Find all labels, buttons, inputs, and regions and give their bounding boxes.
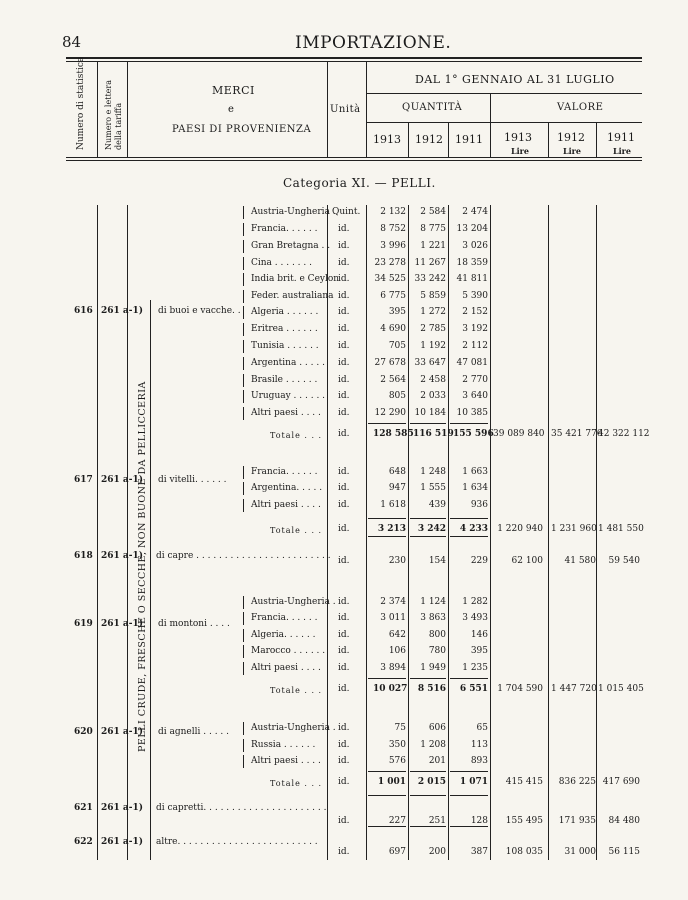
value-q2: 3 242 bbox=[417, 524, 446, 534]
stat-number: 618 bbox=[74, 551, 93, 561]
value-q1: 106 bbox=[388, 646, 406, 656]
value-q2: 1 124 bbox=[420, 597, 446, 607]
unit-cell: id. bbox=[338, 630, 350, 640]
unit-cell: id. bbox=[338, 483, 350, 493]
value-q1: 3 894 bbox=[380, 663, 406, 673]
country-bracket bbox=[243, 722, 244, 735]
value-q1: 576 bbox=[388, 756, 406, 766]
body-vline bbox=[327, 205, 328, 860]
total-rule bbox=[368, 771, 406, 772]
year-q-1913: 1913 bbox=[373, 133, 401, 146]
country-name: Algeria . . . . . . bbox=[251, 307, 319, 317]
quantita-header: QUANTITÀ bbox=[402, 102, 463, 113]
period-header: DAL 1° GENNAIO AL 31 LUGLIO bbox=[415, 73, 615, 86]
entry-rule bbox=[450, 795, 488, 796]
value-v2: 1 447 720 bbox=[551, 684, 597, 694]
period-rule bbox=[366, 93, 642, 94]
value-q1: 2 132 bbox=[380, 207, 406, 217]
total-rule bbox=[368, 518, 406, 519]
value-q1: 805 bbox=[388, 391, 406, 401]
value-v1: 1 704 590 bbox=[497, 684, 543, 694]
header-rule-top bbox=[66, 57, 642, 59]
unit-cell: id. bbox=[338, 847, 350, 857]
value-q1: 34 525 bbox=[374, 274, 406, 284]
item-description: di montoni . . . . bbox=[158, 619, 230, 629]
country-name: Francia. . . . . . bbox=[251, 613, 318, 623]
total-rule bbox=[410, 518, 446, 519]
tariff-number: 261 a-1) bbox=[101, 306, 144, 316]
value-q1: 3 011 bbox=[380, 613, 406, 623]
country-bracket bbox=[243, 466, 244, 479]
country-bracket bbox=[243, 755, 244, 768]
total-label: Totale . . . bbox=[270, 779, 323, 788]
country-bracket bbox=[243, 390, 244, 403]
value-q2: 800 bbox=[428, 630, 446, 640]
lire-1913: Lire bbox=[511, 146, 529, 156]
value-v1: 415 415 bbox=[505, 777, 543, 787]
value-v3: 1 015 405 bbox=[598, 684, 644, 694]
total-rule bbox=[410, 678, 446, 679]
value-q1: 75 bbox=[394, 723, 406, 733]
total-rule bbox=[450, 423, 488, 424]
value-q2: 200 bbox=[428, 847, 446, 857]
value-q1: 4 690 bbox=[380, 324, 406, 334]
total-rule bbox=[450, 518, 488, 519]
value-v3: 84 480 bbox=[608, 816, 640, 826]
unita-header: Unità bbox=[330, 104, 361, 115]
country-name: Altri paesi . . . . bbox=[251, 500, 321, 510]
merci-e: e bbox=[228, 104, 235, 115]
value-q2: 439 bbox=[428, 500, 446, 510]
body-vline bbox=[490, 205, 491, 860]
unit-cell: id. bbox=[338, 241, 350, 251]
country-bracket bbox=[243, 340, 244, 353]
country-bracket bbox=[243, 629, 244, 642]
unit-cell: id. bbox=[338, 723, 350, 733]
country-bracket bbox=[243, 612, 244, 625]
col-tariff-header: Numero e lettera della tariffa bbox=[104, 80, 123, 150]
value-q1: 230 bbox=[388, 556, 406, 566]
lire-1912: Lire bbox=[563, 146, 581, 156]
value-q3: 18 359 bbox=[456, 258, 488, 268]
value-q3: 936 bbox=[470, 500, 488, 510]
unit-cell: Quint. bbox=[332, 207, 361, 217]
unit-cell: id. bbox=[338, 756, 350, 766]
value-q3: 1 235 bbox=[462, 663, 488, 673]
country-bracket bbox=[243, 223, 244, 236]
entry-rule bbox=[450, 536, 488, 537]
tariff-number: 261 a-1) bbox=[101, 619, 144, 629]
value-q3: 1 282 bbox=[462, 597, 488, 607]
value-q3: 3 640 bbox=[462, 391, 488, 401]
value-q3: 47 081 bbox=[456, 358, 488, 368]
unit-cell: id. bbox=[338, 291, 350, 301]
unit-cell: id. bbox=[338, 613, 350, 623]
value-v3: 417 690 bbox=[602, 777, 640, 787]
unit-cell: id. bbox=[338, 224, 350, 234]
value-q3: 1 634 bbox=[462, 483, 488, 493]
unit-cell: id. bbox=[338, 408, 350, 418]
country-name: Altri paesi . . . . bbox=[251, 756, 321, 766]
value-q2: 5 859 bbox=[420, 291, 446, 301]
country-name: Austria-Ungheria . bbox=[251, 207, 336, 217]
paesi-header: PAESI DI PROVENIENZA bbox=[172, 124, 312, 135]
tariff-number: 261 a-1) bbox=[101, 803, 144, 813]
header-vline bbox=[97, 61, 98, 157]
value-q1: 947 bbox=[388, 483, 406, 493]
value-q2: 251 bbox=[428, 816, 446, 826]
value-q3: 13 204 bbox=[456, 224, 488, 234]
value-q1: 1 001 bbox=[377, 777, 406, 787]
value-q3: 1 663 bbox=[462, 467, 488, 477]
value-q1: 3 996 bbox=[380, 241, 406, 251]
value-q1: 3 213 bbox=[377, 524, 406, 534]
value-q1: 8 752 bbox=[380, 224, 406, 234]
value-q3: 893 bbox=[470, 756, 488, 766]
total-rule bbox=[410, 771, 446, 772]
unit-cell: id. bbox=[338, 597, 350, 607]
value-q2: 3 863 bbox=[420, 613, 446, 623]
country-name: Tunisia . . . . . . bbox=[251, 341, 319, 351]
total-rule bbox=[450, 678, 488, 679]
entry-rule bbox=[410, 536, 446, 537]
total-rule bbox=[368, 423, 406, 424]
country-bracket bbox=[243, 273, 244, 286]
value-v1: 1 220 940 bbox=[497, 524, 543, 534]
unit-cell: id. bbox=[338, 375, 350, 385]
value-q1: 227 bbox=[388, 816, 406, 826]
unit-cell: id. bbox=[338, 556, 350, 566]
country-bracket bbox=[243, 482, 244, 495]
tariff-number: 261 a-1) bbox=[101, 475, 144, 485]
country-bracket bbox=[243, 499, 244, 512]
total-rule bbox=[410, 423, 446, 424]
country-name: Eritrea . . . . . . bbox=[251, 324, 318, 334]
value-v2: 171 935 bbox=[558, 816, 596, 826]
value-q3: 5 390 bbox=[462, 291, 488, 301]
value-v1: 62 100 bbox=[511, 556, 543, 566]
country-name: Brasile . . . . . . bbox=[251, 375, 318, 385]
header-rule-top2 bbox=[66, 61, 642, 62]
country-name: Altri paesi . . . . bbox=[251, 408, 321, 418]
value-q3: 65 bbox=[476, 723, 488, 733]
unit-cell: id. bbox=[338, 740, 350, 750]
value-q3: 2 770 bbox=[462, 375, 488, 385]
value-v3: 42 322 112 bbox=[598, 429, 650, 439]
header-vline bbox=[327, 61, 328, 157]
entry-rule bbox=[450, 826, 488, 827]
stat-number: 616 bbox=[74, 306, 93, 316]
country-bracket bbox=[243, 407, 244, 420]
country-name: Austria-Ungheria . bbox=[251, 597, 336, 607]
value-q1: 12 290 bbox=[374, 408, 406, 418]
value-q1: 648 bbox=[388, 467, 406, 477]
entry-rule bbox=[368, 795, 406, 796]
value-q2: 1 192 bbox=[420, 341, 446, 351]
entry-rule bbox=[410, 795, 446, 796]
tariff-number: 261 a-1) bbox=[101, 727, 144, 737]
value-q2: 10 184 bbox=[414, 408, 446, 418]
value-q2: 1 248 bbox=[420, 467, 446, 477]
total-rule bbox=[450, 771, 488, 772]
unit-cell: id. bbox=[338, 646, 350, 656]
value-q3: 4 233 bbox=[459, 524, 488, 534]
body-vline bbox=[127, 205, 128, 860]
country-name: Argentina . . . . . bbox=[251, 358, 325, 368]
country-bracket bbox=[243, 206, 244, 219]
value-q3: 395 bbox=[470, 646, 488, 656]
body-vline bbox=[366, 205, 367, 860]
value-v1: 108 035 bbox=[505, 847, 543, 857]
country-name: Russia . . . . . . bbox=[251, 740, 316, 750]
value-q1: 350 bbox=[388, 740, 406, 750]
body-vline bbox=[448, 205, 449, 860]
value-q2: 11 267 bbox=[414, 258, 446, 268]
header-vline bbox=[127, 61, 128, 157]
entry-rule bbox=[368, 536, 406, 537]
value-q1: 23 278 bbox=[374, 258, 406, 268]
value-v2: 31 000 bbox=[564, 847, 596, 857]
tariff-number: 261 a-1) bbox=[101, 837, 144, 847]
item-description: altre. . . . . . . . . . . . . . . . . . . . . . . . . bbox=[156, 837, 318, 847]
country-bracket bbox=[243, 240, 244, 253]
header-rule-bottom2 bbox=[66, 160, 642, 161]
header-vline bbox=[366, 61, 367, 157]
value-q1: 705 bbox=[388, 341, 406, 351]
value-q3: 229 bbox=[470, 556, 488, 566]
stat-number: 620 bbox=[74, 727, 93, 737]
header-vline bbox=[448, 122, 449, 157]
stat-number: 621 bbox=[74, 803, 93, 813]
body-vline bbox=[408, 205, 409, 860]
country-name: Francia. . . . . . bbox=[251, 224, 318, 234]
value-q2: 606 bbox=[428, 723, 446, 733]
value-v2: 41 580 bbox=[564, 556, 596, 566]
unit-cell: id. bbox=[338, 684, 350, 694]
value-q2: 33 242 bbox=[414, 274, 446, 284]
year-v-1911: 1911 bbox=[607, 131, 635, 144]
unit-cell: id. bbox=[338, 500, 350, 510]
value-q2: 116 519 bbox=[413, 429, 454, 439]
value-q1: 642 bbox=[388, 630, 406, 640]
total-rule bbox=[368, 678, 406, 679]
value-v3: 59 540 bbox=[608, 556, 640, 566]
side-bracket bbox=[150, 300, 151, 860]
value-q1: 27 678 bbox=[374, 358, 406, 368]
unit-cell: id. bbox=[338, 467, 350, 477]
country-name: India brit. e Ceylon bbox=[251, 274, 340, 284]
country-bracket bbox=[243, 374, 244, 387]
value-q3: 155 596 bbox=[453, 429, 494, 439]
value-v2: 1 231 960 bbox=[551, 524, 597, 534]
country-name: Marocco . . . . . . bbox=[251, 646, 326, 656]
category-title: Categoria XI. — PELLI. bbox=[283, 176, 436, 190]
value-q3: 2 152 bbox=[462, 307, 488, 317]
valore-header: VALORE bbox=[557, 102, 604, 113]
value-q2: 33 647 bbox=[414, 358, 446, 368]
country-bracket bbox=[243, 323, 244, 336]
unit-cell: id. bbox=[338, 816, 350, 826]
value-q3: 146 bbox=[470, 630, 488, 640]
country-name: Algeria. . . . . . bbox=[251, 630, 316, 640]
country-bracket bbox=[243, 645, 244, 658]
value-q3: 10 385 bbox=[456, 408, 488, 418]
value-q1: 1 618 bbox=[380, 500, 406, 510]
unit-cell: id. bbox=[338, 429, 350, 439]
value-q1: 128 585 bbox=[373, 429, 414, 439]
tariff-number: 261 a-1) bbox=[101, 551, 144, 561]
header-rule-bottom bbox=[66, 157, 642, 158]
unit-cell: id. bbox=[338, 307, 350, 317]
country-name: Argentina. . . . . bbox=[251, 483, 323, 493]
value-q3: 1 071 bbox=[459, 777, 488, 787]
value-v1: 155 495 bbox=[505, 816, 543, 826]
value-q3: 2 112 bbox=[462, 341, 488, 351]
value-q1: 2 564 bbox=[380, 375, 406, 385]
value-q2: 2 033 bbox=[420, 391, 446, 401]
country-name: Uruguay . . . . . . bbox=[251, 391, 326, 401]
value-q3: 128 bbox=[470, 816, 488, 826]
country-bracket bbox=[243, 257, 244, 270]
value-q3: 3 026 bbox=[462, 241, 488, 251]
unit-cell: id. bbox=[338, 777, 350, 787]
unit-cell: id. bbox=[338, 341, 350, 351]
item-description: di vitelli. . . . . . bbox=[158, 475, 227, 485]
unit-cell: id. bbox=[338, 524, 350, 534]
country-name: Austria-Ungheria . bbox=[251, 723, 336, 733]
total-label: Totale . . . bbox=[270, 526, 323, 535]
year-v-1913: 1913 bbox=[504, 131, 532, 144]
year-v-1912: 1912 bbox=[557, 131, 585, 144]
value-q1: 10 027 bbox=[373, 684, 408, 694]
value-q3: 6 551 bbox=[459, 684, 488, 694]
merci-header: MERCI bbox=[212, 84, 255, 97]
col-stat-header: Numero di statistica bbox=[76, 56, 86, 150]
value-q2: 201 bbox=[428, 756, 446, 766]
value-v1: 39 089 840 bbox=[493, 429, 545, 439]
value-q2: 1 272 bbox=[420, 307, 446, 317]
total-label: Totale . . . bbox=[270, 686, 323, 695]
value-q1: 6 775 bbox=[380, 291, 406, 301]
stat-number: 622 bbox=[74, 837, 93, 847]
page-number: 84 bbox=[62, 33, 82, 51]
value-q2: 2 458 bbox=[420, 375, 446, 385]
country-bracket bbox=[243, 357, 244, 370]
value-q2: 154 bbox=[428, 556, 446, 566]
country-bracket bbox=[243, 739, 244, 752]
value-v3: 56 115 bbox=[608, 847, 640, 857]
value-q3: 3 192 bbox=[462, 324, 488, 334]
unit-cell: id. bbox=[338, 324, 350, 334]
value-v2: 35 421 776 bbox=[551, 429, 603, 439]
stat-number: 617 bbox=[74, 475, 93, 485]
item-description: di agnelli . . . . . bbox=[158, 727, 229, 737]
header-vline bbox=[548, 122, 549, 157]
country-name: Francia. . . . . . bbox=[251, 467, 318, 477]
value-q1: 697 bbox=[388, 847, 406, 857]
lire-1911: Lire bbox=[613, 146, 631, 156]
value-q2: 780 bbox=[428, 646, 446, 656]
country-name: Gran Bretagna . . bbox=[251, 241, 331, 251]
header-vline bbox=[490, 93, 491, 157]
value-q3: 3 493 bbox=[462, 613, 488, 623]
item-description: di capretti. . . . . . . . . . . . . . . . . . . . . . bbox=[156, 803, 327, 813]
value-q2: 1 555 bbox=[420, 483, 446, 493]
country-bracket bbox=[243, 596, 244, 609]
value-q2: 2 584 bbox=[420, 207, 446, 217]
country-bracket bbox=[243, 662, 244, 675]
header-vline bbox=[408, 122, 409, 157]
value-q3: 2 474 bbox=[462, 207, 488, 217]
header-vline bbox=[596, 122, 597, 157]
value-q2: 8 775 bbox=[420, 224, 446, 234]
item-description: di buoi e vacche. . bbox=[158, 306, 241, 316]
unit-cell: id. bbox=[338, 274, 350, 284]
unit-cell: id. bbox=[338, 258, 350, 268]
value-v3: 1 481 550 bbox=[598, 524, 644, 534]
unit-cell: id. bbox=[338, 391, 350, 401]
value-q3: 387 bbox=[470, 847, 488, 857]
value-q2: 2 785 bbox=[420, 324, 446, 334]
country-name: Feder. australiana bbox=[251, 291, 334, 301]
stat-number: 619 bbox=[74, 619, 93, 629]
year-q-1911: 1911 bbox=[455, 133, 483, 146]
entry-rule bbox=[410, 826, 446, 827]
item-description: di capre . . . . . . . . . . . . . . . . . . . . . . . . bbox=[156, 551, 331, 561]
body-vline bbox=[548, 205, 549, 860]
body-vline bbox=[97, 205, 98, 860]
value-q3: 113 bbox=[470, 740, 488, 750]
value-q3: 41 811 bbox=[456, 274, 488, 284]
value-q1: 2 374 bbox=[380, 597, 406, 607]
country-name: Cina . . . . . . . bbox=[251, 258, 312, 268]
value-v2: 836 225 bbox=[558, 777, 596, 787]
total-label: Totale . . . bbox=[270, 431, 323, 440]
year-q-1912: 1912 bbox=[415, 133, 443, 146]
value-q2: 8 516 bbox=[417, 684, 446, 694]
country-name: Altri paesi . . . . bbox=[251, 663, 321, 673]
value-q2: 2 015 bbox=[417, 777, 446, 787]
side-group-label: PELLI CRUDE, FRESCHE O SECCHE, NON BUONE DA PELLICCERIA bbox=[137, 381, 148, 752]
entry-rule bbox=[368, 826, 406, 827]
value-q1: 395 bbox=[388, 307, 406, 317]
country-bracket bbox=[243, 290, 244, 303]
value-q2: 1 208 bbox=[420, 740, 446, 750]
value-q2: 1 221 bbox=[420, 241, 446, 251]
value-q2: 1 949 bbox=[420, 663, 446, 673]
page-title: IMPORTAZIONE. bbox=[295, 33, 452, 53]
unit-cell: id. bbox=[338, 358, 350, 368]
country-bracket bbox=[243, 306, 244, 319]
unit-cell: id. bbox=[338, 663, 350, 673]
